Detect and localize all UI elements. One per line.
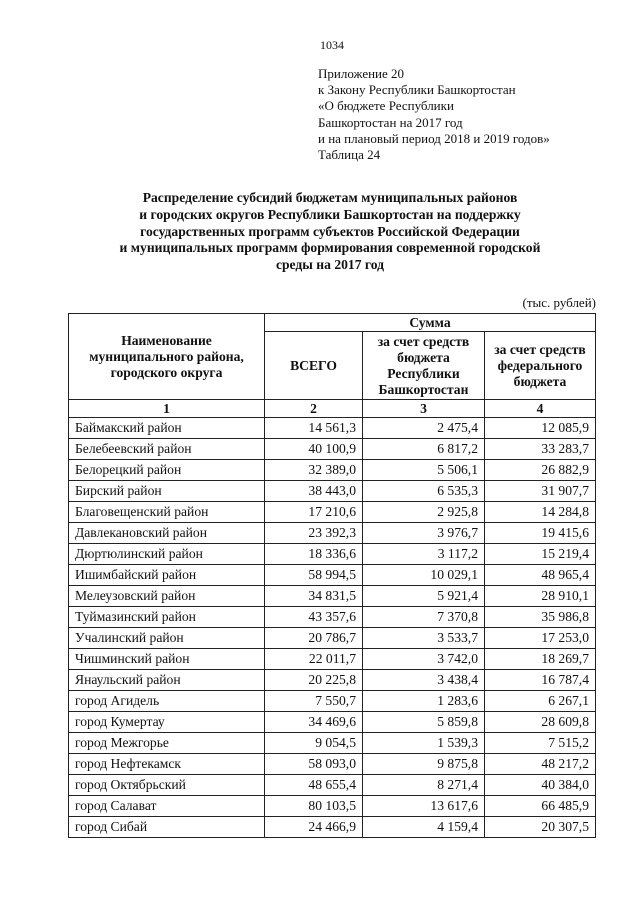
row-name-cell: Белорецкий район xyxy=(69,460,265,481)
row-total-cell: 58 093,0 xyxy=(265,754,363,775)
row-republic-cell: 6 817,2 xyxy=(363,439,485,460)
table-row xyxy=(69,628,596,649)
row-republic-cell: 1 539,3 xyxy=(363,733,485,754)
row-name-cell: Давлекановский район xyxy=(69,523,265,544)
row-republic-cell: 5 506,1 xyxy=(363,460,485,481)
row-federal-cell: 15 219,4 xyxy=(485,544,596,565)
header-republic: за счет средств бюджета Республики Башкортостан xyxy=(363,332,485,400)
row-republic-cell: 2 925,8 xyxy=(363,502,485,523)
table-row xyxy=(69,754,596,775)
column-number: 1 xyxy=(69,400,265,418)
title-line: государственных программ субъектов Российской Федерации xyxy=(140,223,520,239)
table-row xyxy=(69,775,596,796)
row-republic-cell: 3 438,4 xyxy=(363,670,485,691)
table-row xyxy=(69,796,596,817)
row-federal-cell: 33 283,7 xyxy=(485,439,596,460)
row-federal-cell: 19 415,6 xyxy=(485,523,596,544)
row-name-cell: город Межгорье xyxy=(69,733,265,754)
table-row xyxy=(69,649,596,670)
row-name-cell: Благовещенский район xyxy=(69,502,265,523)
row-federal-cell: 17 253,0 xyxy=(485,628,596,649)
appendix-line: «О бюджете Республики xyxy=(318,98,454,114)
header-total: ВСЕГО xyxy=(265,332,363,400)
row-total-cell: 14 561,3 xyxy=(265,418,363,439)
header-sum: Сумма xyxy=(265,314,596,332)
appendix-line: к Закону Республики Башкортостан xyxy=(318,82,516,98)
row-total-cell: 80 103,5 xyxy=(265,796,363,817)
row-total-cell: 34 831,5 xyxy=(265,586,363,607)
table-row xyxy=(69,544,596,565)
row-total-cell: 7 550,7 xyxy=(265,691,363,712)
row-name-cell: Мелеузовский район xyxy=(69,586,265,607)
row-federal-cell: 7 515,2 xyxy=(485,733,596,754)
table-row xyxy=(69,607,596,628)
header-name: Наименование муниципального района, городского округа xyxy=(69,314,265,400)
table-row xyxy=(69,817,596,838)
row-total-cell: 43 357,6 xyxy=(265,607,363,628)
row-name-cell: город Салават xyxy=(69,796,265,817)
row-republic-cell: 9 875,8 xyxy=(363,754,485,775)
row-total-cell: 17 210,6 xyxy=(265,502,363,523)
row-federal-cell: 40 384,0 xyxy=(485,775,596,796)
appendix-line: Приложение 20 xyxy=(318,66,405,81)
row-name-cell: город Октябрьский xyxy=(69,775,265,796)
row-total-cell: 34 469,6 xyxy=(265,712,363,733)
document-title xyxy=(60,190,600,274)
row-total-cell: 23 392,3 xyxy=(265,523,363,544)
row-republic-cell: 10 029,1 xyxy=(363,565,485,586)
row-federal-cell: 12 085,9 xyxy=(485,418,596,439)
table-row xyxy=(69,502,596,523)
units-label: (тыс. рублей) xyxy=(522,295,596,310)
row-name-cell: Янаульский район xyxy=(69,670,265,691)
row-total-cell: 58 994,5 xyxy=(265,565,363,586)
title-line: Распределение субсидий бюджетам муниципальных районов xyxy=(142,190,518,205)
row-name-cell: город Агидель xyxy=(69,691,265,712)
row-republic-cell: 3 117,2 xyxy=(363,544,485,565)
title-line: и городских округов Республики Башкортостан на поддержку xyxy=(139,206,521,222)
row-total-cell: 22 011,7 xyxy=(265,649,363,670)
row-total-cell: 48 655,4 xyxy=(265,775,363,796)
table-row xyxy=(69,670,596,691)
row-name-cell: Ишимбайский район xyxy=(69,565,265,586)
table-row xyxy=(69,439,596,460)
row-republic-cell: 3 742,0 xyxy=(363,649,485,670)
row-federal-cell: 18 269,7 xyxy=(485,649,596,670)
table-row xyxy=(69,691,596,712)
row-federal-cell: 14 284,8 xyxy=(485,502,596,523)
row-total-cell: 38 443,0 xyxy=(265,481,363,502)
row-federal-cell: 48 217,2 xyxy=(485,754,596,775)
table-row xyxy=(69,481,596,502)
appendix-line: Башкортостан на 2017 год xyxy=(318,114,463,130)
row-name-cell: Учалинский район xyxy=(69,628,265,649)
row-total-cell: 24 466,9 xyxy=(265,817,363,838)
row-name-cell: город Нефтекамск xyxy=(69,754,265,775)
title-line: и муниципальных программ формирования современной городской xyxy=(119,240,541,256)
row-name-cell: Чишминский район xyxy=(69,649,265,670)
column-number: 3 xyxy=(363,400,485,418)
column-number: 4 xyxy=(485,400,596,418)
row-total-cell: 20 225,8 xyxy=(265,670,363,691)
row-total-cell: 20 786,7 xyxy=(265,628,363,649)
row-total-cell: 18 336,6 xyxy=(265,544,363,565)
row-name-cell: Дюртюлинский район xyxy=(69,544,265,565)
row-republic-cell: 7 370,8 xyxy=(363,607,485,628)
row-federal-cell: 31 907,7 xyxy=(485,481,596,502)
row-republic-cell: 8 271,4 xyxy=(363,775,485,796)
row-federal-cell: 35 986,8 xyxy=(485,607,596,628)
row-name-cell: город Кумертау xyxy=(69,712,265,733)
table-row xyxy=(69,712,596,733)
row-republic-cell: 6 535,3 xyxy=(363,481,485,502)
appendix-line: и на плановый период 2018 и 2019 годов» xyxy=(318,130,550,146)
row-republic-cell: 13 617,6 xyxy=(363,796,485,817)
row-republic-cell: 3 976,7 xyxy=(363,523,485,544)
table-row xyxy=(69,523,596,544)
row-federal-cell: 66 485,9 xyxy=(485,796,596,817)
row-federal-cell: 28 910,1 xyxy=(485,586,596,607)
row-total-cell: 32 389,0 xyxy=(265,460,363,481)
column-number: 2 xyxy=(265,400,363,418)
row-federal-cell: 26 882,9 xyxy=(485,460,596,481)
title-line: среды на 2017 год xyxy=(275,257,385,273)
row-total-cell: 9 054,5 xyxy=(265,733,363,754)
row-name-cell: Белебеевский район xyxy=(69,439,265,460)
row-republic-cell: 4 159,4 xyxy=(363,817,485,838)
page-number: 1034 xyxy=(320,38,344,52)
table-row xyxy=(69,418,596,439)
header-federal: за счет средств федерального бюджета xyxy=(485,332,596,400)
table-label: Таблица 24 xyxy=(318,147,381,163)
table-row xyxy=(69,733,596,754)
row-republic-cell: 2 475,4 xyxy=(363,418,485,439)
row-name-cell: Туймазинский район xyxy=(69,607,265,628)
row-federal-cell: 16 787,4 xyxy=(485,670,596,691)
row-name-cell: город Сибай xyxy=(69,817,265,838)
row-name-cell: Баймакский район xyxy=(69,418,265,439)
appendix-block xyxy=(318,66,550,163)
row-republic-cell: 1 283,6 xyxy=(363,691,485,712)
row-federal-cell: 6 267,1 xyxy=(485,691,596,712)
row-federal-cell: 28 609,8 xyxy=(485,712,596,733)
table-row xyxy=(69,586,596,607)
row-republic-cell: 3 533,7 xyxy=(363,628,485,649)
row-total-cell: 40 100,9 xyxy=(265,439,363,460)
table-body xyxy=(69,418,596,838)
subsidy-table xyxy=(68,313,596,838)
table-row xyxy=(69,565,596,586)
row-federal-cell: 20 307,5 xyxy=(485,817,596,838)
row-name-cell: Бирский район xyxy=(69,481,265,502)
table-row xyxy=(69,460,596,481)
row-republic-cell: 5 859,8 xyxy=(363,712,485,733)
row-republic-cell: 5 921,4 xyxy=(363,586,485,607)
row-federal-cell: 48 965,4 xyxy=(485,565,596,586)
